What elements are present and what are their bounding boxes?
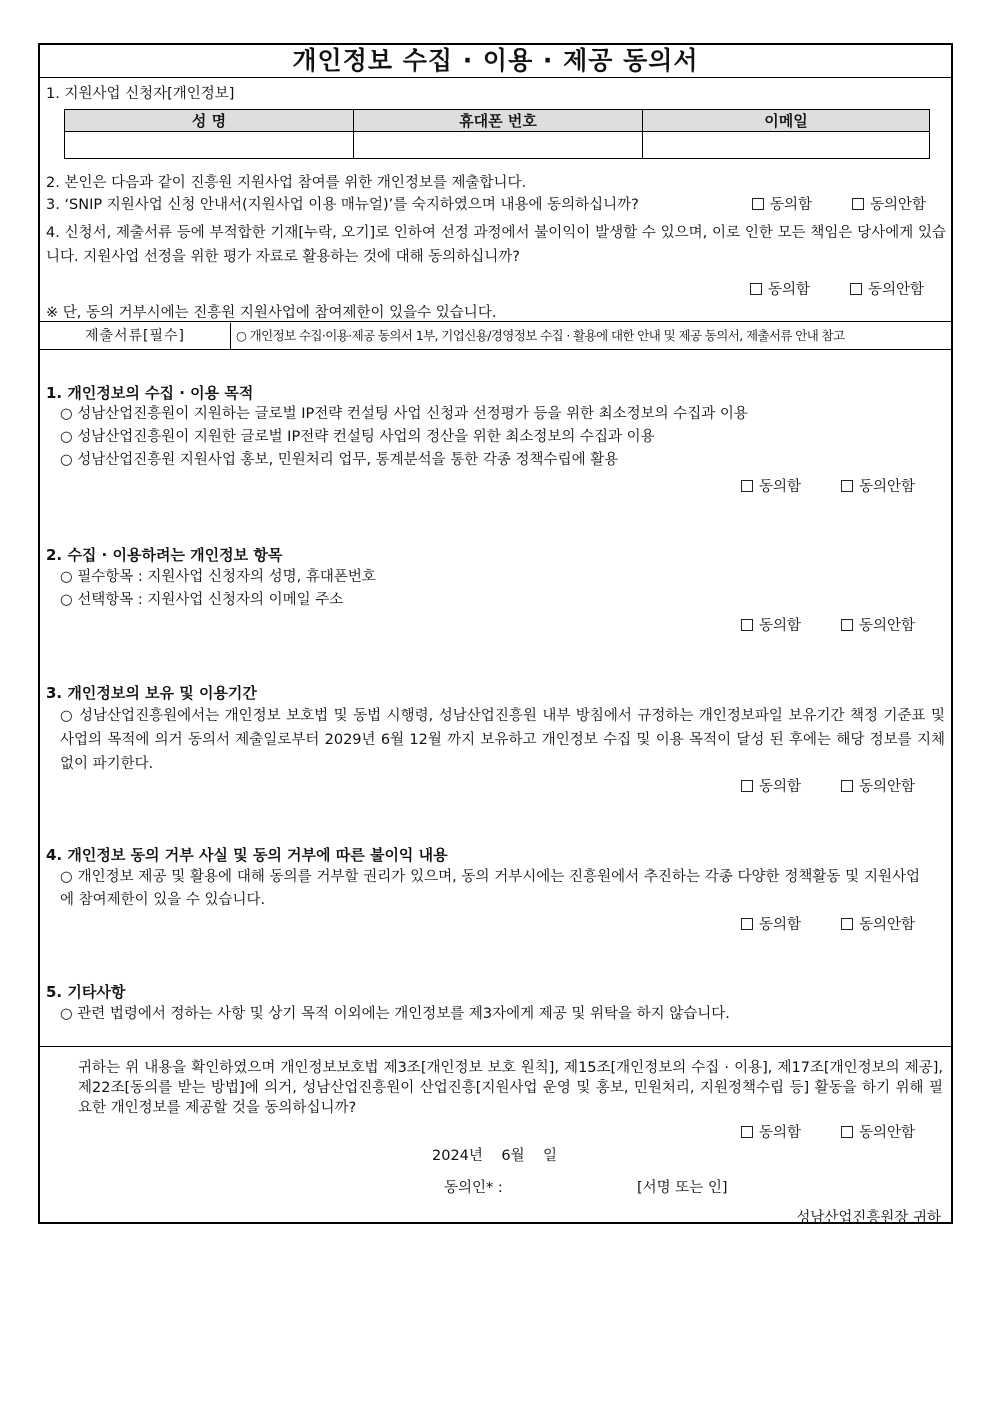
checkbox-icon[interactable]	[750, 283, 762, 295]
checkbox-icon[interactable]	[741, 1126, 753, 1138]
recipient: 성남산업진흥원장 귀하	[796, 1210, 941, 1226]
section-5-title: 5. 기타사항	[46, 983, 126, 1001]
notice-note: ※ 단, 동의 거부시에는 진흥원 지원사업에 참여제한이 있을수 있습니다.	[46, 305, 497, 321]
applicant-table	[64, 109, 930, 159]
checkbox-icon[interactable]	[741, 619, 753, 631]
agree-option[interactable]: 동의함	[741, 913, 801, 934]
section-3-item: ○ 성남산업진흥원에서는 개인정보 보호법 및 동법 시행령, 성남산업진흥원 내부 방침에서 규정하는 개인정보파일 보유기간 책정 기준표 및 사업의 목적에 의거 동의서 제출일로부터 2029년 6월 12월 까지 보유하고 개인정보 수집 및 이용 목적이 달성 된 후에는 해당 정보를 지체 없이 파기한다.	[60, 708, 945, 772]
section-1-item: ○ 성남산업진흥원이 지원하는 글로벌 IP전략 컨설팅 사업 신청과 선정평가 등을 위한 최소정보의 수집과 이용	[60, 406, 748, 422]
section-4-item: ○ 개인정보 제공 및 활용에 대해 동의를 거부할 권리가 있으며, 동의 거부시에는 진흥원에서 추진하는 각종 다양한 정책활동 및 지원사업에 참여제한이 있을 수 있습니다.	[60, 869, 920, 908]
section-2-item: ○ 선택항목 : 지원사업 신청자의 이메일 주소	[60, 592, 344, 608]
checkbox-icon[interactable]	[850, 283, 862, 295]
consent-final	[741, 1121, 915, 1142]
section-4-title: 4. 개인정보 동의 거부 사실 및 동의 거부에 따른 불이익 내용	[46, 846, 448, 864]
agree-option[interactable]: 동의함	[741, 775, 801, 796]
consent-section-3	[741, 775, 915, 796]
consent-section-2	[741, 614, 915, 635]
section-1-item: ○ 성남산업진흥원 지원사업 홍보, 민원처리 업무, 통계분석을 통한 각종 정책수립에 활용	[60, 452, 619, 468]
agree-option[interactable]: 동의함	[752, 193, 812, 214]
consent-section-4	[741, 913, 915, 934]
section-1-item: ○ 성남산업진흥원이 지원한 글로벌 IP전략 컨설팅 사업의 정산을 위한 최소정보의 수집과 이용	[60, 429, 655, 445]
footer-statement: 귀하는 위 내용을 확인하였으며 개인정보보호법 제3조[개인정보 보호 원칙], 제15조[개인정보의 수집 · 이용], 제17조[개인정보의 제공], 제22조[동의를 받는 방법]에 의거, 성남산업진흥원이 산업진흥[지원사업 운영 및 홍보, 민원처리, 지원정책수립 등] 활동을 하기 위해 필요한 개인정보를 제공할 것을 동의하십니까?	[78, 1060, 943, 1116]
consent-manual	[752, 193, 926, 214]
agree-option[interactable]: 동의함	[741, 1121, 801, 1142]
section-5-item: ○ 관련 법령에서 정하는 사항 및 상기 목적 이외에는 개인정보를 제3자에게 제공 및 위탁을 하지 않습니다.	[60, 1006, 730, 1022]
name-header: 성 명	[65, 110, 354, 132]
signature-field[interactable]: [서명 또는 인]	[637, 1180, 728, 1196]
checkbox-icon[interactable]	[841, 1126, 853, 1138]
form-title: 개인정보 수집 · 이용 · 제공 동의서	[40, 45, 951, 78]
documents-value: ○ 개인정보 수집·이용·제공 동의서 1부, 기업신용/경영정보 수집 · 활용에 대한 안내 및 제공 동의서, 제출서류 안내 참고	[236, 328, 845, 343]
checkbox-icon[interactable]	[741, 918, 753, 930]
applicant-heading: 1. 지원사업 신청자[개인정보]	[46, 86, 235, 102]
agree-option[interactable]: 동의함	[741, 475, 801, 496]
documents-label: 제출서류[필수]	[40, 323, 231, 349]
section-3-title: 3. 개인정보의 보유 및 이용기간	[46, 684, 257, 702]
consent-form	[38, 43, 953, 1224]
disagree-option[interactable]: 동의안함	[841, 475, 915, 496]
name-field[interactable]	[65, 132, 354, 159]
disagree-option[interactable]: 동의안함	[841, 775, 915, 796]
checkbox-icon[interactable]	[741, 480, 753, 492]
section-2-item: ○ 필수항목 : 지원사업 신청자의 성명, 휴대폰번호	[60, 569, 376, 585]
notice-line-4: 4. 신청서, 제출서류 등에 부적합한 기재[누락, 오기]로 인하여 선정 과정에서 불이익이 발생할 수 있으며, 이로 인한 모든 책임은 당사에게 있습니다. 지원사업 선정을 위한 평가 자료로 활용하는 것에 대해 동의하십니까?	[46, 225, 946, 265]
section-1-title: 1. 개인정보의 수집 · 이용 목적	[46, 384, 254, 402]
checkbox-icon[interactable]	[852, 198, 864, 210]
disagree-option[interactable]: 동의안함	[852, 193, 926, 214]
checkbox-icon[interactable]	[841, 780, 853, 792]
notice-line-2: 2. 본인은 다음과 같이 진흥원 지원사업 참여를 위한 개인정보를 제출합니다.	[46, 175, 527, 191]
disagree-option[interactable]: 동의안함	[841, 614, 915, 635]
email-field[interactable]	[643, 132, 930, 159]
consent-section-1	[741, 475, 915, 496]
agree-option[interactable]: 동의함	[741, 614, 801, 635]
section-2-title: 2. 수집 · 이용하려는 개인정보 항목	[46, 546, 283, 564]
phone-field[interactable]	[354, 132, 643, 159]
disagree-option[interactable]: 동의안함	[841, 913, 915, 934]
divider	[40, 349, 951, 350]
divider	[40, 321, 951, 322]
signing-date: 2024년 6월 일	[432, 1148, 558, 1164]
divider	[40, 1046, 951, 1047]
checkbox-icon[interactable]	[741, 780, 753, 792]
disagree-option[interactable]: 동의안함	[850, 278, 924, 299]
checkbox-icon[interactable]	[841, 918, 853, 930]
checkbox-icon[interactable]	[841, 619, 853, 631]
email-header: 이메일	[643, 110, 930, 132]
agree-option[interactable]: 동의함	[750, 278, 810, 299]
disagree-option[interactable]: 동의안함	[841, 1121, 915, 1142]
notice-line-3: 3. ‘SNIP 지원사업 신청 안내서(지원사업 이용 매뉴얼)’를 숙지하였으며 내용에 동의하십니까?	[46, 197, 639, 213]
signer-label: 동의인* :	[444, 1180, 503, 1196]
checkbox-icon[interactable]	[841, 480, 853, 492]
consent-evaluation	[750, 278, 924, 299]
phone-header: 휴대폰 번호	[354, 110, 643, 132]
checkbox-icon[interactable]	[752, 198, 764, 210]
